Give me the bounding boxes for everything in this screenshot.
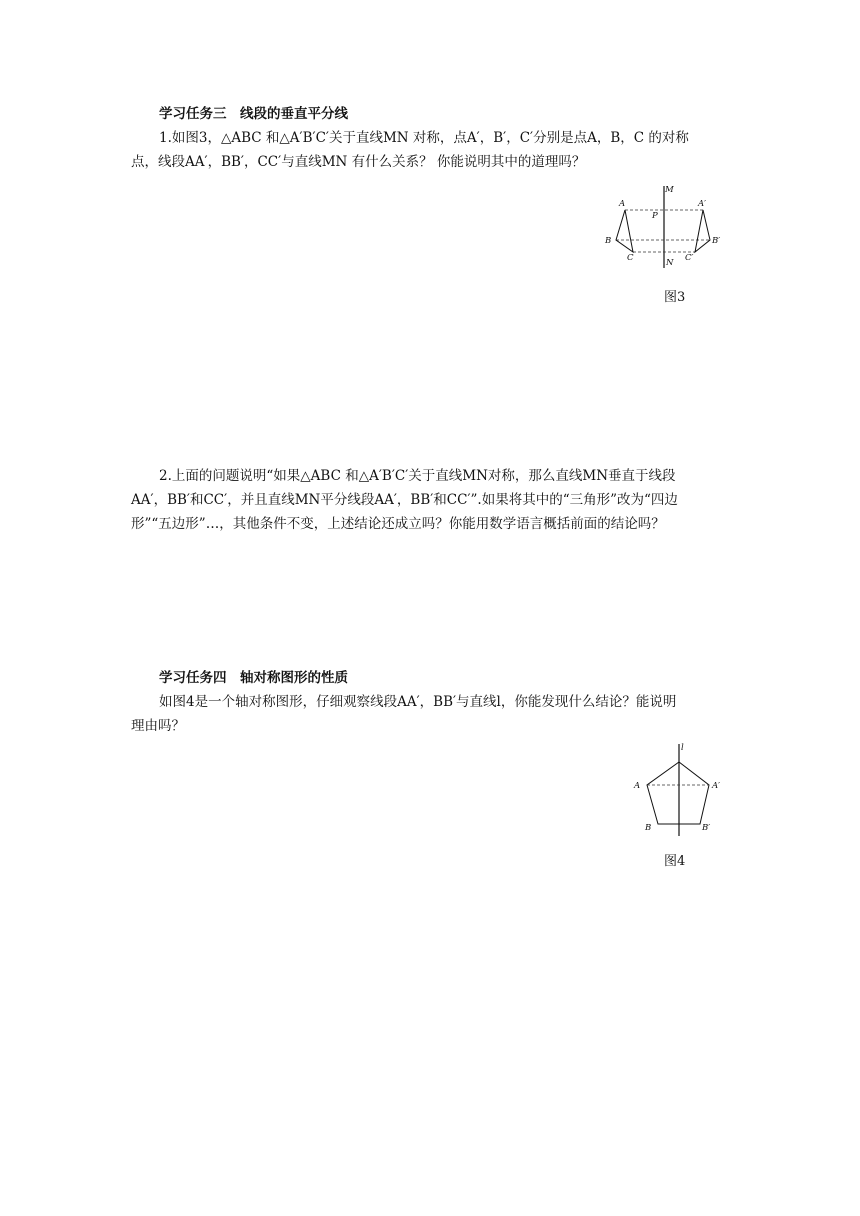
section3-heading: 学习任务三 线段的垂直平分线 bbox=[159, 106, 348, 122]
figure3-caption: 图3 bbox=[664, 290, 686, 305]
question2-line2: AA′，BB′和CC′，并且直线MN平分线段AA′，BB′和CC′”.如果将其中的“三角形”改为“四边 bbox=[131, 492, 678, 508]
section4-paragraph-line1: 如图4是一个轴对称图形，仔细观察线段AA′，BB′与直线l，你能发现什么结论？能说明 bbox=[159, 694, 677, 710]
section4-heading: 学习任务四 轴对称图形的性质 bbox=[159, 670, 348, 686]
section4-paragraph-line2: 理由吗？ bbox=[131, 718, 185, 734]
label-p: P bbox=[652, 211, 658, 221]
label-a: A bbox=[619, 199, 626, 209]
pentagon bbox=[647, 762, 709, 824]
figure4-caption: 图4 bbox=[664, 854, 686, 869]
label-b: B bbox=[605, 236, 612, 246]
figure3-diagram bbox=[598, 182, 728, 272]
question1-line1: 1.如图3，△ABC 和△A′B′C′关于直线MN 对称，点A′，B′，C′分别是点A，B，C 的对称 bbox=[159, 130, 689, 146]
label-b-prime: B′ bbox=[702, 823, 711, 833]
figure4-diagram bbox=[620, 738, 730, 838]
question1-line2: 点，线段AA′，BB′，CC′与直线MN 有什么关系？ 你能说明其中的道理吗？ bbox=[131, 154, 586, 170]
label-a-prime: A′ bbox=[712, 781, 721, 791]
label-a: A bbox=[634, 781, 641, 791]
question2-line1: 2.上面的问题说明“如果△ABC 和△A′B′C′关于直线MN对称，那么直线MN垂直于线段 bbox=[159, 468, 676, 484]
label-n: N bbox=[666, 258, 674, 268]
label-l: l bbox=[681, 743, 684, 753]
label-m: M bbox=[665, 185, 674, 195]
label-b-prime: B′ bbox=[712, 236, 721, 246]
label-c-prime: C′ bbox=[685, 253, 694, 263]
triangle-abc bbox=[616, 210, 633, 252]
question2-line3: 形”“五边形”…，其他条件不变，上述结论还成立吗？你能用数学语言概括前面的结论吗？ bbox=[131, 516, 665, 532]
label-c: C bbox=[627, 253, 634, 263]
triangle-a2b2c2 bbox=[695, 210, 710, 252]
label-b: B bbox=[645, 823, 652, 833]
label-a-prime: A′ bbox=[698, 199, 707, 209]
